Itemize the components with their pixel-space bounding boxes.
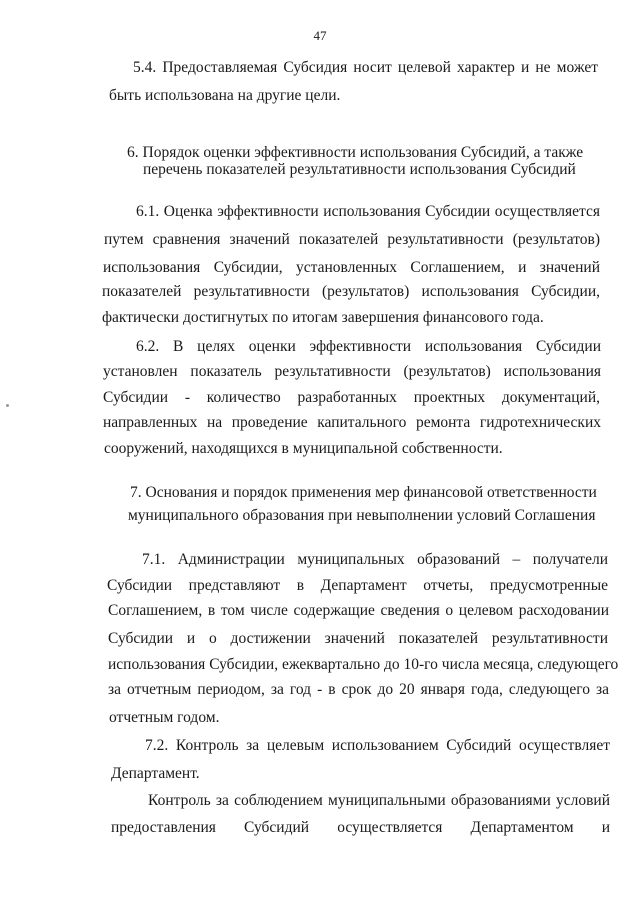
heading-line: 7. Основания и порядок применения мер финансовой ответственности: [130, 484, 597, 501]
text-line: 6.1. Оценка эффективности использования Субсидии осуществляется: [136, 203, 600, 220]
text-line: использования Субсидии, ежеквартально до 10-го числа месяца, следующего: [108, 656, 619, 673]
text-line: показателей результативности (результатов) использования Субсидии,: [102, 283, 600, 300]
text-line: быть использована на другие цели.: [109, 87, 341, 104]
text-line: Субсидии и о достижении значений показателей результативности: [108, 630, 608, 647]
text-line: Субсидии представляют в Департамент отчеты, предусмотренные: [107, 577, 608, 594]
text-line: сооружений, находящихся в муниципальной собственности.: [104, 440, 503, 457]
scan-mark: [6, 404, 9, 407]
text-line: Соглашением, в том числе содержащие сведения о целевом расходовании: [108, 602, 609, 619]
heading-line: перечень показателей результативности использования Субсидий: [143, 161, 576, 178]
heading-line: 6. Порядок оценки эффективности использования Субсидий, а также: [127, 144, 584, 161]
text-line: направленных на проведение капитального ремонта гидротехнических: [103, 414, 601, 431]
text-line: за отчетным периодом, за год - в срок до 20 января года, следующего за: [108, 681, 609, 698]
text-line: путем сравнения значений показателей результативности (результатов): [104, 231, 600, 248]
page-number: 47: [313, 28, 327, 43]
text-line: Субсидии - количество разработанных проектных документаций,: [103, 389, 600, 406]
heading-line: муниципального образования при невыполнении условий Соглашения: [128, 507, 596, 524]
text-line: установлен показатель результативности (результатов) использования: [103, 363, 601, 380]
text-line: 7.1. Администрации муниципальных образований – получатели: [142, 551, 608, 568]
text-line: фактически достигнутых по итогам завершения финансового года.: [102, 309, 544, 326]
text-line: 7.2. Контроль за целевым использованием Субсидий осуществляет: [145, 737, 610, 754]
text-line: 6.2. В целях оценки эффективности использования Субсидии: [136, 338, 601, 355]
text-line: Департамент.: [111, 765, 200, 782]
text-line: 5.4. Предоставляемая Субсидия носит целевой характер и не может: [133, 59, 598, 76]
text-line: предоставления Субсидий осуществляется Департаментом и: [111, 819, 610, 836]
text-line: Контроль за соблюдением муниципальными образованиями условий: [148, 792, 610, 809]
text-line: использования Субсидии, установленных Соглашением, и значений: [103, 259, 600, 276]
text-line: отчетным годом.: [109, 709, 220, 726]
